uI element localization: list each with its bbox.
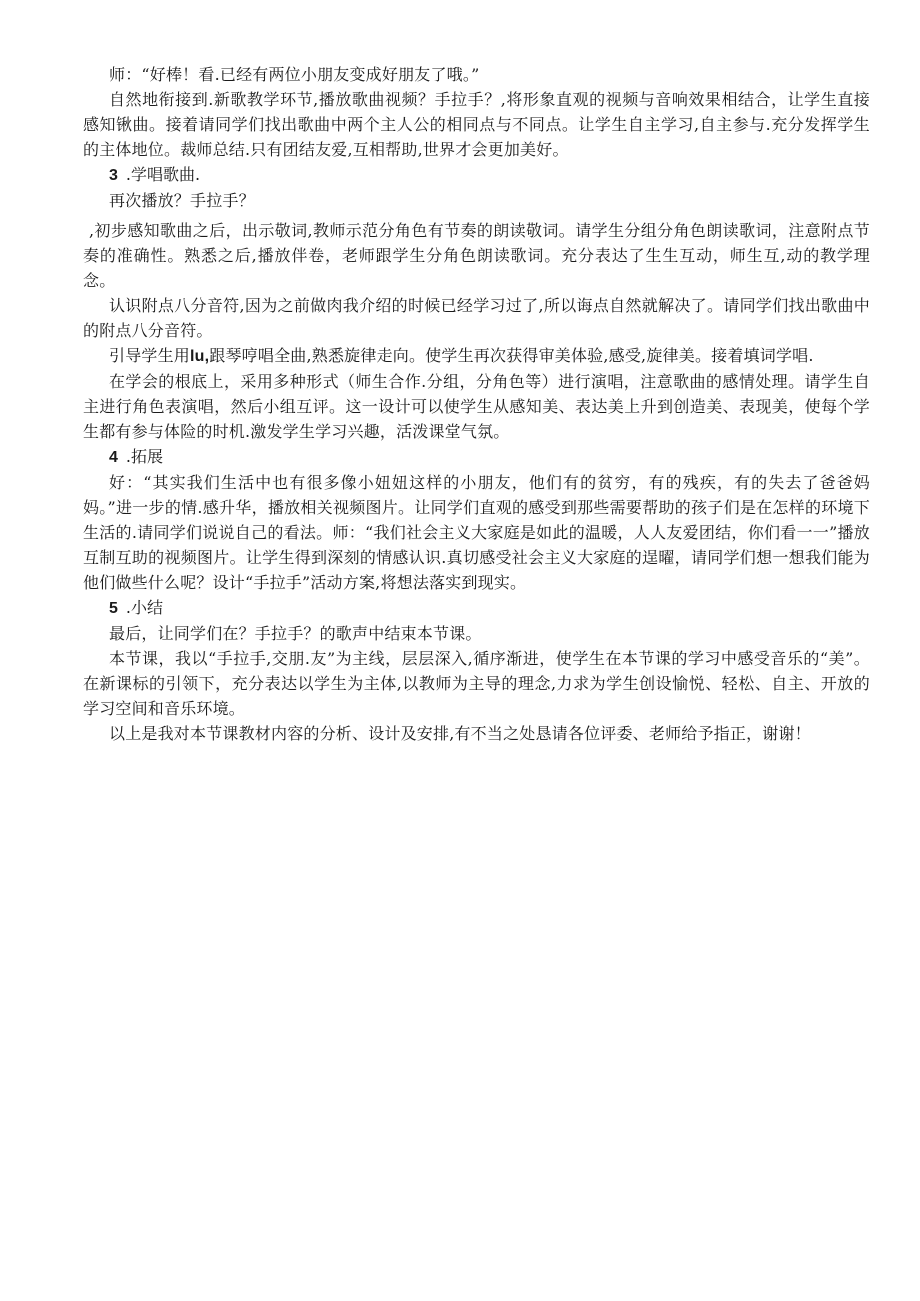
humming-syllable: lu, bbox=[190, 348, 210, 365]
paragraph-teacher-praise: 师：“好棒！看.已经有两位小朋友变成好朋友了哦。” bbox=[109, 65, 480, 84]
paragraph-replay-song: 再次播放？手拉手？ bbox=[109, 191, 255, 210]
section-heading-5 bbox=[83, 595, 870, 621]
section-heading-3 bbox=[83, 162, 870, 188]
paragraph-summary: 本节课，我以“手拉手,交朋.友”为主线，层层深入,循序渐进，使学生在本节课的学习中感受音乐的“美”。在新课标的引领下，充分表达以学生为主体,以教师为主导的理念,力求为学生创设愉悦、轻松、自主、开放的学习空间和音乐环境。 bbox=[83, 649, 870, 718]
humming-text-c: 跟琴哼唱全曲,熟悉旋律走向。使学生再次获得审美体验,感受,旋律美。接着填词学唱. bbox=[209, 346, 814, 365]
paragraph-ending: 最后，让同学们在？手拉手？的歌声中结束本节课。 bbox=[109, 624, 482, 643]
paragraph-performance: 在学会的根底上，采用多种形式（师生合作.分组，分角色等）进行演唱，注意歌曲的感情处理。请学生自主进行角色表演唱，然后小组互评。这一设计可以使学生从感知美、表达美上升到创造美、表现美，使每个学生都有参与体险的时机.激发学生学习兴趣，活泼课堂气氛。 bbox=[83, 372, 870, 441]
section-title-4: .拓展 bbox=[125, 447, 163, 466]
section-number-5: 5 bbox=[109, 600, 118, 617]
paragraph-extension: 好：“其实我们生活中也有很多像小妞妞这样的小朋友，他们有的贫穷，有的残疾，有的失去了爸爸妈妈。”进一步的情.感升华，播放相关视频图片。让同学们直观的感受到那些需要帮助的孩子们是在怎样的环境下生活的.请同学们说说自己的看法。师：“我们社会主义大家庭是如此的温暖，人人友爱团结，你们看一一”播放互制互助的视频图片。让学生得到深刻的情感认识.真切感受社会主义大家庭的逞曜，请同学们想一想我们能为他们做些什么呢？设计“手拉手”活动方案,将想法落实到现实。 bbox=[83, 473, 870, 592]
section-title-5: .小结 bbox=[125, 598, 163, 617]
paragraph-new-song-teaching: 自然地衔接到.新歌教学环节,播放歌曲视频？手拉手？,将形象直观的视频与音响效果相结合，让学生直接感知锹曲。接着请同学们找出歌曲中两个主人公的相同点与不同点。让学生自主学习,自主参与.充分发挥学生的主体地位。裁师总结.只有团结友爱,互相帮助,世界才会更加美好。 bbox=[83, 90, 870, 159]
paragraph-lyrics-reading: ,初步感知歌曲之后，出示敬词,教师示范分角色有节奏的朗读敬词。请学生分组分角色朗读歌词，注意附点节奏的准确性。熟悉之后,播放伴卷，老师跟学生分角色朗读歌词。充分表达了生生互动，师生互,动的教学理念。 bbox=[83, 221, 870, 290]
paragraph-humming bbox=[83, 343, 870, 369]
paragraph-closing-thanks: 以上是我对本节课教材内容的分析、设计及安排,有不当之处恳请各位评委、老师给予指正，谢谢！ bbox=[109, 724, 811, 743]
section-number-4: 4 bbox=[109, 449, 118, 466]
section-number-3: 3 bbox=[109, 167, 118, 184]
paragraph-dotted-eighth-note: 认识附点八分音符,因为之前做肉我介绍的时候已经学习过了,所以诲点自然就解决了。请同学们找出歌曲中的附点八分音符。 bbox=[83, 296, 870, 340]
humming-text-a: 引导学生用 bbox=[109, 346, 191, 365]
section-title-3: .学唱歌曲. bbox=[125, 165, 201, 184]
section-heading-4 bbox=[83, 444, 870, 470]
